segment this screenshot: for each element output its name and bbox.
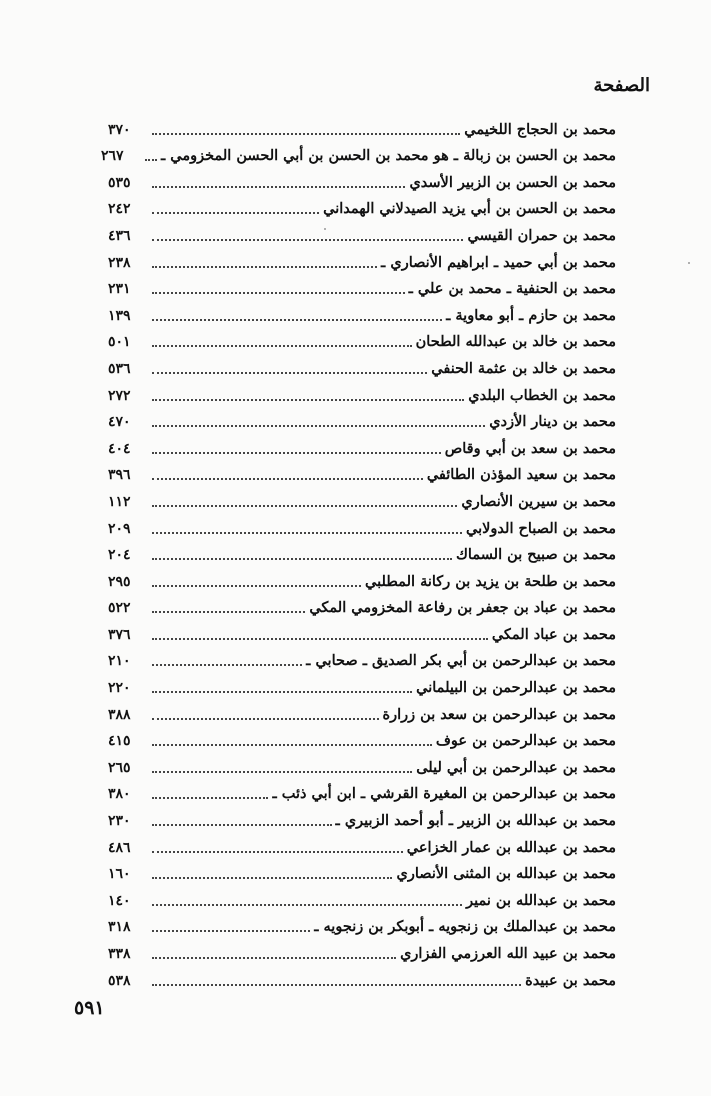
- dot-leader: [152, 319, 442, 321]
- index-entry: [108, 754, 616, 781]
- entry-name: محمد بن حازم ـ أبو معاوية ـ: [446, 306, 616, 324]
- dot-leader: [152, 585, 361, 587]
- entry-name: محمد بن سعيد المؤذن الطائفي: [426, 466, 616, 484]
- entry-name: محمد بن عبدالرحمن بن سعد بن زرارة: [382, 705, 616, 723]
- index-entry: [108, 249, 616, 276]
- index-entry: [108, 169, 616, 196]
- entry-name: محمد بن عبدالملك بن زنجويه ـ أبوبكر بن زنجويه ـ: [314, 918, 616, 936]
- dot-leader: [152, 904, 462, 906]
- dot-leader: [152, 186, 405, 188]
- entry-name: محمد بن الحجاج اللخيمي: [464, 120, 616, 138]
- entry-page-number: ٢٦٥: [108, 759, 131, 776]
- entry-page-number: ٢٢٠: [108, 680, 131, 697]
- index-entry: [108, 568, 616, 595]
- entry-page-number: ٢٤٢: [108, 201, 131, 218]
- dot-leader: [152, 239, 463, 241]
- entry-page-number: ٤٧٠: [108, 414, 131, 431]
- index-entry: [108, 967, 616, 994]
- entry-name: محمد بن عبيدة: [525, 971, 616, 989]
- entry-name: محمد بن سيرين الأنصاري: [461, 492, 616, 510]
- page-column-heading: الصفحة: [593, 75, 650, 96]
- entry-page-number: ٤١٥: [108, 733, 131, 750]
- entry-name: محمد بن عبدالرحمن بن أبي بكر الصديق ـ صحابي ـ: [306, 652, 616, 670]
- entry-page-number: ٣١٨: [108, 919, 131, 936]
- entry-name: محمد بن عباد المكي: [491, 625, 616, 643]
- index-entry: [108, 222, 616, 249]
- dot-leader: [152, 425, 485, 427]
- entry-page-number: ٣٧٦: [108, 626, 131, 643]
- dot-leader: [152, 212, 319, 214]
- index-entry: [108, 542, 616, 569]
- entry-name: محمد بن عبدالله بن عمار الخزاعي: [406, 838, 616, 856]
- index-entry: [108, 940, 616, 967]
- index-entry: [108, 595, 616, 622]
- entry-page-number: ٢٣١: [108, 281, 131, 298]
- index-entry: [108, 462, 616, 489]
- dot-leader: [152, 824, 332, 826]
- entry-name: محمد بن سعد بن أبي وقاص: [444, 439, 616, 457]
- entry-name: محمد بن عبيد الله العرزمي الفزاري: [400, 945, 616, 962]
- scan-speck: [688, 262, 690, 264]
- entry-name: محمد بن عبدالله بن الزبير ـ أبو أحمد الزبيري ـ: [335, 812, 616, 830]
- index-entry: [108, 807, 616, 834]
- dot-leader: [145, 159, 157, 161]
- dot-leader: [152, 930, 310, 932]
- entry-page-number: ٢٠٩: [108, 520, 131, 537]
- entry-page-number: ٣٨٠: [108, 786, 131, 803]
- dot-leader: [152, 505, 457, 507]
- dot-leader: [152, 664, 302, 666]
- entry-name: محمد بن الحسن بن أبي يزيد الصيدلاني الهمداني: [323, 200, 616, 218]
- entry-page-number: ٥٣٥: [108, 174, 131, 191]
- entry-page-number: ٢٧٢: [108, 387, 131, 404]
- entry-name: محمد بن صبيح بن السماك: [455, 546, 616, 564]
- index-entry: [108, 781, 616, 808]
- dot-leader: [152, 266, 377, 268]
- index-entry: [108, 329, 616, 356]
- index-entry: [108, 728, 616, 755]
- entry-page-number: ٥٢٢: [108, 600, 131, 617]
- entry-page-number: ٢٣٠: [108, 813, 131, 830]
- index-entry: [108, 488, 616, 515]
- entry-name: محمد بن عبدالله بن المثنى الأنصاري: [396, 865, 616, 883]
- entry-name: محمد بن أبي حميد ـ ابراهيم الأنصاري ـ: [381, 253, 616, 271]
- index-entry: [108, 382, 616, 409]
- entry-page-number: ٥٣٦: [108, 360, 131, 377]
- index-entry: [108, 701, 616, 728]
- dot-leader: [152, 452, 441, 454]
- entry-name: محمد بن عبدالرحمن بن المغيرة القرشي ـ ابن أبي ذئب ـ: [272, 785, 616, 803]
- entry-name: محمد بن عبدالرحمن بن عوف: [435, 732, 616, 750]
- entry-name: محمد بن الحنفية ـ محمد بن علي ـ: [408, 280, 616, 298]
- dot-leader: [152, 691, 412, 693]
- entry-page-number: ٤٠٤: [108, 440, 131, 457]
- index-entry: [108, 887, 616, 914]
- dot-leader: [152, 638, 488, 640]
- dot-leader: [152, 771, 412, 773]
- entry-page-number: ١٤٠: [108, 892, 131, 909]
- entry-name: محمد بن طلحة بن يزيد بن ركانة المطلبي: [365, 572, 616, 590]
- entry-name: محمد بن حمران القيسي: [467, 226, 616, 244]
- index-entry: [108, 621, 616, 648]
- index-entry: [108, 515, 616, 542]
- entry-page-number: ١١٢: [108, 493, 131, 510]
- scan-speck: [324, 228, 326, 230]
- index-entry: [108, 914, 616, 941]
- entry-page-number: ٣٣٨: [108, 946, 131, 962]
- entry-page-number: ٣٨٨: [108, 706, 131, 723]
- dot-leader: [152, 345, 412, 347]
- entry-name: محمد بن الحسن بن زبالة ـ هو محمد بن الحسن بن أبي الحسن المخزومي ـ: [160, 147, 616, 165]
- index-entry: [108, 116, 616, 143]
- entry-page-number: ٤٨٦: [108, 839, 131, 856]
- dot-leader: [152, 957, 396, 959]
- entry-page-number: ١٣٩: [108, 307, 131, 324]
- index-entry: [108, 674, 616, 701]
- index-entry: [108, 196, 616, 223]
- entry-page-number: ٥٣٨: [108, 972, 131, 989]
- entry-page-number: ٣٧٠: [108, 121, 131, 138]
- entry-page-number: ٣٩٦: [108, 467, 131, 484]
- index-entry: [108, 355, 616, 382]
- entry-page-number: ٢٣٨: [108, 254, 131, 271]
- entry-name: محمد بن دينار الأزدي: [489, 413, 616, 431]
- index-entry: [108, 648, 616, 675]
- dot-leader: [152, 558, 452, 560]
- dot-leader: [152, 984, 521, 986]
- entry-page-number: ٢٩٥: [108, 573, 131, 590]
- dot-leader: [152, 877, 392, 879]
- entry-page-number: ٥٠١: [108, 334, 131, 351]
- dot-leader: [152, 851, 403, 853]
- dot-leader: [152, 718, 379, 720]
- page-number: ٥٩١: [74, 997, 105, 1019]
- index-entry: [108, 435, 616, 462]
- dot-leader: [152, 532, 462, 534]
- index-entry: [108, 302, 616, 329]
- dot-leader: [152, 372, 427, 374]
- entry-page-number: ٢٦٧: [100, 148, 124, 165]
- entry-name: محمد بن الصباح الدولابي: [466, 519, 616, 537]
- entry-name: محمد بن الخطاب البلدي: [468, 386, 616, 404]
- entry-page-number: ٢١٠: [108, 653, 131, 670]
- dot-leader: [152, 292, 405, 294]
- dot-leader: [152, 611, 305, 613]
- index-entry: [108, 834, 616, 861]
- index-entry: [108, 409, 616, 436]
- index-list: [100, 116, 616, 994]
- dot-leader: [152, 797, 268, 799]
- entry-page-number: ١٦٠: [108, 866, 131, 883]
- entry-name: محمد بن عبدالرحمن بن أبي ليلى: [416, 758, 616, 776]
- index-entry: [108, 861, 616, 888]
- entry-name: محمد بن عبدالرحمن بن البيلماني: [416, 679, 616, 697]
- entry-name: محمد بن عبدالله بن نمير: [466, 891, 616, 909]
- dot-leader: [152, 744, 432, 746]
- index-entry: [108, 276, 616, 303]
- index-entry: [100, 143, 616, 170]
- dot-leader: [152, 399, 464, 401]
- entry-name: محمد بن عباد بن جعفر بن رفاعة المخزومي المكي: [309, 599, 616, 617]
- entry-page-number: ٢٠٤: [108, 547, 131, 564]
- entry-name: محمد بن الحسن بن الزبير الأسدي: [409, 173, 616, 191]
- entry-page-number: ٤٣٦: [108, 227, 131, 244]
- entry-name: محمد بن خالد بن عبدالله الطحان: [415, 333, 616, 351]
- entry-name: محمد بن خالد بن عثمة الحنفي: [431, 359, 616, 377]
- dot-leader: [152, 133, 460, 135]
- dot-leader: [152, 478, 423, 480]
